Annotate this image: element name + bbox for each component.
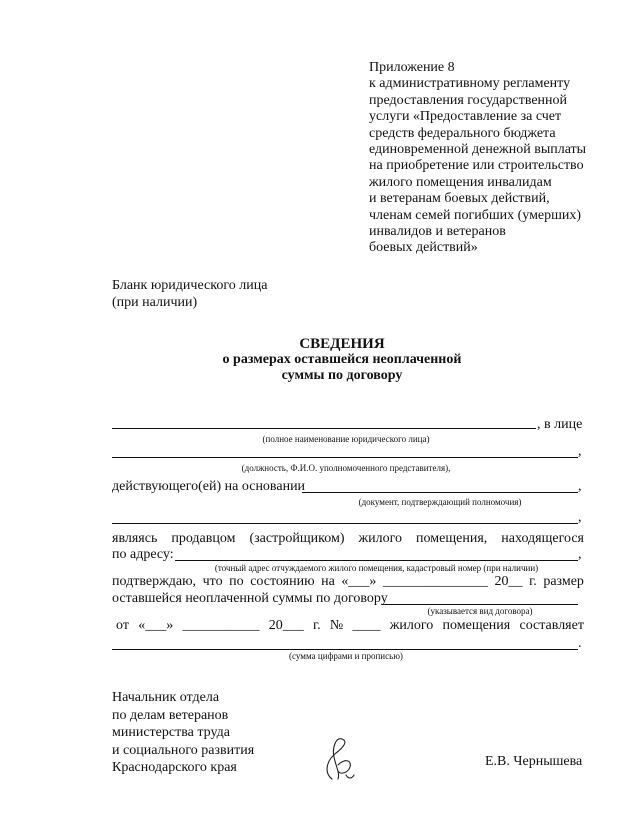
appendix-line: инвалидов и ветеранов: [369, 224, 506, 240]
signatory-name: Е.В. Чернышева: [485, 754, 583, 769]
seller-word: продавцом: [171, 531, 236, 546]
seller-word: (застройщиком): [249, 531, 345, 546]
appendix-line: средств федерального бюджета: [369, 125, 556, 141]
from-word: от: [116, 618, 129, 633]
signatory-line: по делам ветеранов: [112, 707, 229, 723]
signatory-line: Краснодарского края: [112, 760, 237, 775]
remaining-label: оставшейся неоплаченной суммы по договору: [112, 591, 388, 606]
title-sub: о размерах оставшейся неоплаченной: [222, 352, 462, 367]
representative-field[interactable]: [112, 457, 578, 458]
hint-document: (документ, подтверждающий полномочия): [358, 497, 522, 507]
seller-word: находящегося: [501, 531, 584, 546]
appendix-line: на приобретение или строительство: [369, 158, 584, 174]
confirm-word: г.: [529, 574, 537, 589]
appendix-line: Приложение 8: [369, 60, 455, 75]
legal-name-field[interactable]: [112, 428, 536, 429]
contract-number-field[interactable]: ____: [352, 618, 381, 633]
title-main: СВЕДЕНИЯ: [299, 336, 385, 352]
letterhead-line: Бланк юридического лица: [112, 278, 268, 293]
hint-sum: (сумма цифрами и прописью): [289, 651, 403, 661]
appendix-line: к административному регламенту: [369, 76, 571, 92]
signatory-line: Начальник отдела: [112, 690, 220, 705]
appendix-line: услуги «Предоставление за счет: [369, 109, 562, 125]
comma: ,: [578, 479, 582, 494]
address-label: по адресу:: [112, 547, 174, 562]
appendix-line: предоставления государственной: [369, 92, 568, 108]
hint-contract-type: (указывается вид договора): [427, 606, 533, 616]
hint-legal-name: (полное наименование юридического лица): [262, 434, 430, 444]
letterhead-line: (при наличии): [112, 295, 198, 310]
comma: ,: [578, 444, 582, 459]
contract-year-field[interactable]: 20___: [268, 618, 304, 633]
confirm-line: [112, 573, 584, 591]
in-person-label: , в лице: [537, 417, 583, 432]
title-sub: суммы по договору: [281, 368, 403, 383]
appendix-line: боевых действий»: [369, 240, 478, 256]
hint-address: (точный адрес отчуждаемого жилого помещения, кадастровый номер (при наличии): [214, 563, 539, 573]
confirm-word: по: [229, 574, 244, 589]
seller-word: жилого: [358, 531, 403, 546]
appendix-line: и ветеранам боевых действий,: [369, 191, 550, 207]
confirm-word: на: [321, 574, 335, 589]
signatory-line: министерства труда: [112, 725, 230, 740]
blank-field[interactable]: [112, 523, 578, 524]
seller-word: являясь: [112, 531, 158, 546]
contract-day-field[interactable]: «___»: [138, 618, 174, 633]
address-field[interactable]: [175, 560, 578, 561]
period: .: [578, 636, 582, 651]
comma: ,: [578, 547, 582, 562]
from-word: г.: [312, 618, 321, 633]
from-word: №: [329, 618, 344, 633]
from-word: помещения: [442, 618, 511, 633]
appendix-block: [369, 60, 586, 257]
hint-position: (должность, Ф.И.О. уполномоченного представителя),: [241, 463, 451, 473]
contract-details-line: [116, 617, 584, 635]
from-word: составляет: [519, 618, 584, 633]
appendix-line: членам семей погибших (умерших): [369, 207, 582, 223]
confirm-word: что: [202, 574, 223, 589]
seller-word: помещения,: [416, 531, 488, 546]
signatory-line: и социального развития: [112, 742, 255, 758]
date-day-field[interactable]: «___»: [341, 574, 377, 589]
appendix-line: единовременной денежной выплаты: [369, 142, 587, 158]
confirm-word: подтверждаю,: [112, 574, 197, 589]
comma: ,: [578, 510, 582, 525]
signatory-position: [112, 689, 254, 777]
from-word: жилого: [389, 618, 434, 633]
date-month-field[interactable]: _______________: [382, 574, 488, 589]
confirm-word: размер: [543, 574, 584, 589]
date-year-field[interactable]: 20__: [494, 574, 523, 589]
contract-type-field[interactable]: [382, 604, 578, 605]
appendix-line: жилого помещения инвалидам: [369, 174, 552, 190]
letterhead-note: [112, 277, 267, 311]
document-title: [222, 336, 462, 384]
confirm-word: состоянию: [250, 574, 315, 589]
acting-basis-label: действующего(ей) на основании: [112, 479, 306, 494]
basis-document-field[interactable]: [302, 492, 578, 493]
contract-month-field[interactable]: ___________: [182, 618, 260, 633]
sum-field[interactable]: [112, 649, 578, 650]
handwritten-signature-icon: [318, 735, 360, 783]
seller-line: [112, 530, 584, 548]
